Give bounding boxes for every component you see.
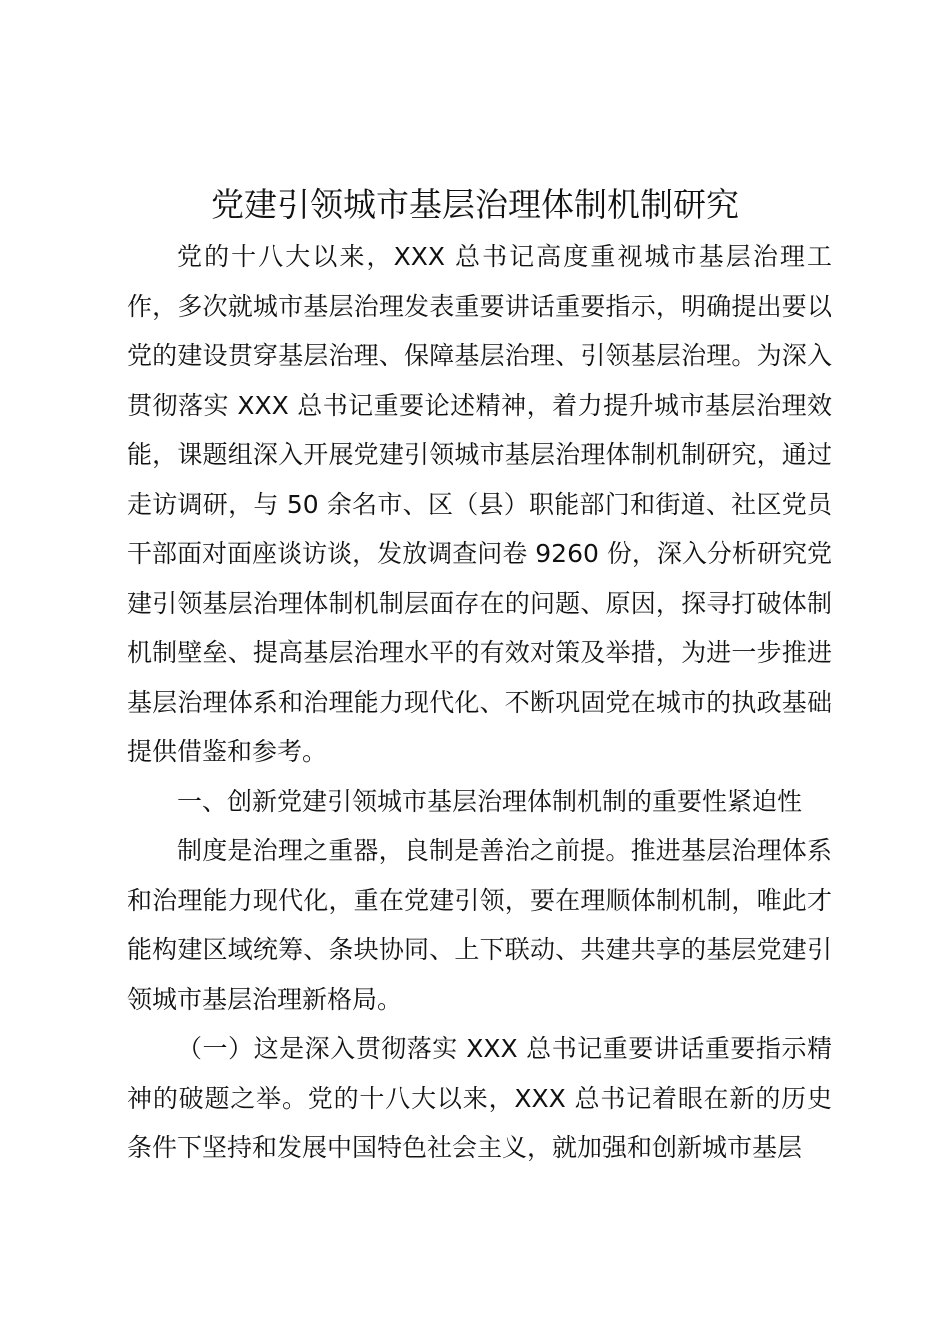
subsection-1-paragraph: （一）这是深入贯彻落实 XXX 总书记重要讲话重要指示精神的破题之举。党的十八大以来，XXX 总书记着眼在新的历史条件下坚持和发展中国特色社会主义，就加强和创新城市基层 [127, 1034, 832, 1162]
section-1-paragraph: 制度是治理之重器，良制是善治之前提。推进基层治理体系和治理能力现代化，重在党建引领，要在理顺体制机制，唯此才能构建区域统筹、条块协同、上下联动、共建共享的基层党建引领城市基层治理新格局。 [127, 836, 832, 1014]
document-body [127, 232, 832, 1173]
section-heading-1: 一、创新党建引领城市基层治理体制机制的重要性紧迫性 [177, 786, 803, 816]
intro-paragraph: 党的十八大以来，XXX 总书记高度重视城市基层治理工作，多次就城市基层治理发表重要讲话重要指示，明确提出要以党的建设贯穿基层治理、保障基层治理、引领基层治理。为深入贯彻落实 XXX 总书记重要论述精神，着力提升城市基层治理效能，课题组深入开展党建引领城市基层治理体制机制研究，通过走访调研，与 50 余名市、区（县）职能部门和街道、社区党员干部面对面座谈访谈，发放调查问卷 9260 份，深入分析研究党建引领基层治理体制机制层面存在的问题、原因，探寻打破体制机制壁垒、提高基层治理水平的有效对策及举措，为进一步推进基层治理体系和治理能力现代化、不断巩固党在城市的执政基础提供借鉴和参考。 [127, 242, 832, 766]
document-title: 党建引领城市基层治理体制机制研究 [211, 185, 739, 224]
